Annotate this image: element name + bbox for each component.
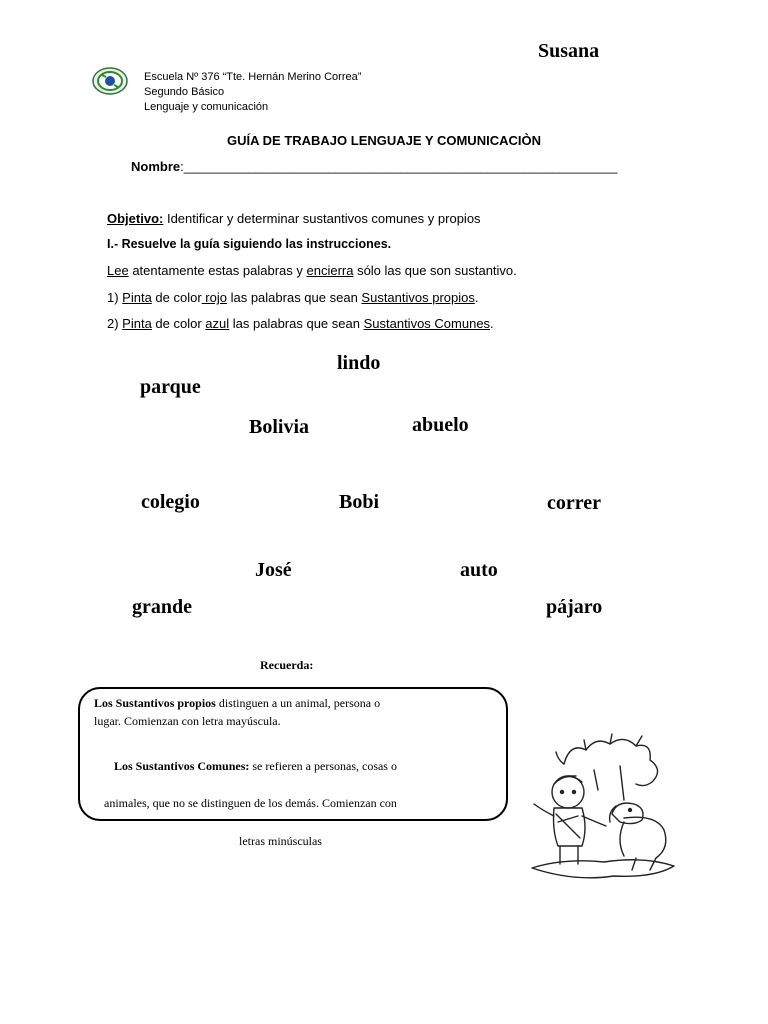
school-logo-icon [92, 66, 128, 96]
word-lee: Lee [107, 263, 129, 278]
instruction-2-text-1: de color [151, 316, 206, 331]
word-abuelo[interactable]: abuelo [412, 414, 469, 436]
objective-label: Objetivo: [107, 211, 164, 226]
reminder-heading: Recuerda: [260, 658, 314, 672]
word-sustantivos-comunes: Sustantivos Comunes [363, 316, 491, 331]
propios-term: Los Sustantivos propios [94, 696, 216, 710]
word-bobi[interactable]: Bobi [339, 491, 380, 513]
word-colegio[interactable]: colegio [141, 491, 200, 513]
word-auto[interactable]: auto [460, 559, 498, 581]
word-grande[interactable]: grande [132, 596, 192, 618]
instruction-2 [107, 316, 494, 331]
instruction-1-number: 1) [107, 290, 123, 305]
comunes-line-3: letras minúsculas [239, 834, 322, 848]
instruction-1 [107, 290, 479, 305]
instruction-1-text-2: las palabras que sean [226, 290, 362, 305]
name-field[interactable] [131, 159, 618, 174]
school-grade: Segundo Básico [144, 86, 225, 98]
instruction-main: I.- Resuelve la guía siguiendo las instrucciones. [107, 237, 392, 251]
word-pinta-1: Pinta [122, 290, 152, 305]
word-correr[interactable]: correr [547, 492, 602, 514]
comunes-line-2: animales, que no se distinguen de los demás. Comienzan con [104, 796, 397, 810]
student-name: Susana [538, 40, 600, 62]
instruction-read-text-2: sólo las que son sustantivo. [353, 263, 517, 278]
school-info [144, 70, 361, 115]
word-pajaro[interactable]: pájaro [546, 596, 603, 618]
word-bolivia[interactable]: Bolivia [249, 416, 310, 438]
worksheet-title: GUÍA DE TRABAJO LENGUAJE Y COMUNICACIÒN [227, 133, 541, 148]
instruction-1-text-3: . [474, 290, 479, 305]
instruction-1-text-1: de color [151, 290, 202, 305]
name-label: Nombre [131, 159, 181, 174]
propios-line-2: lugar. Comienzan con letra mayúscula. [94, 714, 281, 728]
word-sustantivos-propios: Sustantivos propios [361, 290, 475, 305]
instruction-2-text-3: . [490, 316, 494, 331]
word-jose[interactable]: José [255, 559, 292, 581]
objective-text: Identificar y determinar sustantivos comunes y propios [163, 211, 481, 226]
objective [107, 211, 481, 226]
name-line: :____________________________________________________________ [180, 159, 618, 174]
propios-line-1 [94, 696, 380, 711]
word-parque[interactable]: parque [140, 376, 201, 398]
propios-text-1: distinguen a un animal, persona o [215, 696, 381, 710]
word-lindo[interactable]: lindo [337, 352, 381, 374]
word-encierra: encierra [306, 263, 354, 278]
school-subject: Lenguaje y comunicación [144, 101, 269, 113]
school-name: Escuela Nº 376 “Tte. Hernán Merino Correa” [144, 71, 362, 83]
comunes-term: Los Sustantivos Comunes: [114, 759, 250, 773]
instruction-read-text-1: atentamente estas palabras y [128, 263, 307, 278]
word-azul: azul [205, 316, 230, 331]
instruction-2-number: 2) [107, 316, 123, 331]
boy-and-dog-illustration [524, 730, 686, 890]
word-pinta-2: Pinta [122, 316, 152, 331]
word-rojo: rojo [201, 290, 227, 305]
comunes-text-1: se refieren a personas, cosas o [249, 759, 397, 773]
instruction-read [107, 263, 517, 278]
instruction-2-text-2: las palabras que sean [229, 316, 364, 331]
comunes-line-1 [114, 759, 397, 774]
